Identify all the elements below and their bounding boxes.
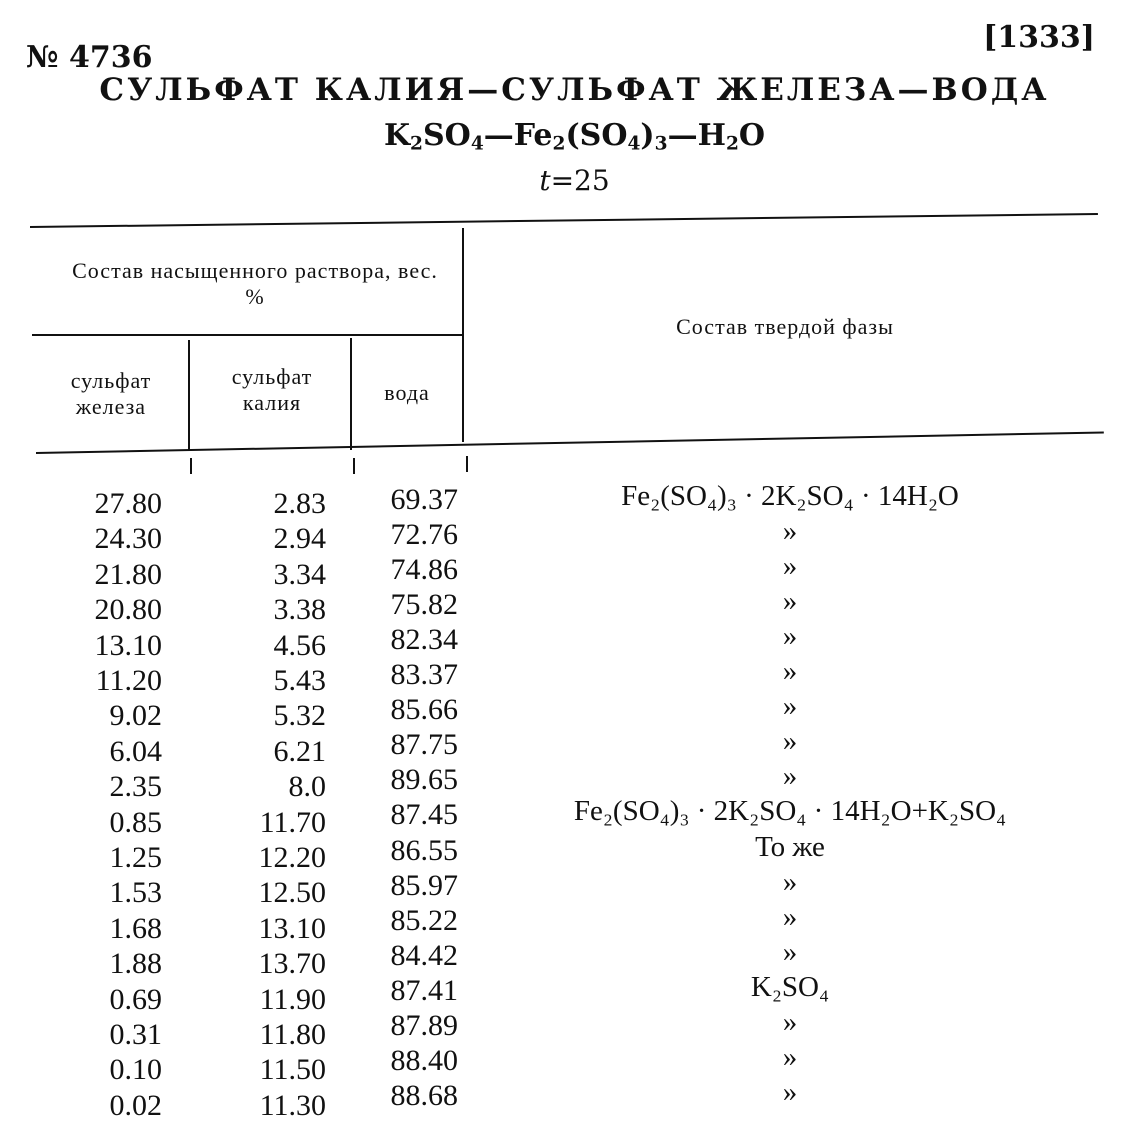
cell-potassium-sulfate: 12.20 [258,841,326,874]
formula-part: SO [423,118,471,153]
formula-subscript: 3 [654,133,668,155]
system-title: СУЛЬФАТ КАЛИЯ—СУЛЬФАТ ЖЕЛЕЗА—ВОДА [99,72,1050,108]
cell-iron-sulfate: 21.80 [94,557,162,591]
cell-water: 87.75 [390,728,458,762]
column-header-water: вода [384,380,430,405]
cell-potassium-sulfate: 11.80 [259,1018,326,1051]
cell-water: 75.82 [390,588,458,622]
cell-water: 89.65 [390,763,458,797]
cell-potassium-sulfate: 13.70 [258,947,326,981]
cell-potassium-sulfate: 2.83 [273,487,326,520]
formula-part: ) [640,118,655,153]
cell-water: 84.42 [390,938,458,972]
cell-iron-sulfate: 0.31 [109,1018,162,1051]
cell-solid-phase: » [782,760,798,793]
cell-iron-sulfate: 20.80 [94,593,162,627]
entry-number: № 4736 [26,40,153,75]
group-header-rule [32,334,462,336]
cell-solid-phase: » [782,1075,798,1108]
column-header-iron-sulfate: сульфат железа [70,368,152,419]
column-divider-iron [188,340,190,450]
cell-potassium-sulfate: 11.70 [259,805,326,839]
formula-part: —Fe [483,118,553,153]
phase-column-divider [462,228,464,442]
cell-water: 85.22 [390,903,458,937]
cell-potassium-sulfate: 2.94 [273,522,326,556]
formula-part: K [383,118,411,153]
cell-iron-sulfate: 11.20 [95,664,162,697]
cell-iron-sulfate: 1.88 [109,947,162,981]
temperature-symbol: t [539,164,551,197]
cell-solid-phase: » [782,655,798,688]
temperature-value: =25 [550,164,610,197]
temperature-label [0,164,1129,197]
cell-solid-phase: » [782,900,798,933]
cell-iron-sulfate: 6.04 [109,734,162,768]
column-tick [353,458,355,474]
cell-potassium-sulfate: 11.30 [259,1088,326,1122]
cell-iron-sulfate: 1.53 [109,876,162,910]
cell-potassium-sulfate: 5.32 [273,699,326,733]
cell-solid-phase: » [782,1040,798,1073]
cell-potassium-sulfate: 11.90 [259,982,326,1016]
cell-solid-phase: Fe₂(SO₄)₃ · 2K₂SO₄ · 14H₂O+K₂SO₄ [573,795,1007,828]
group-header: Состав насыщенного раствора, вес. % [72,258,438,309]
formula-subscript: 2 [410,133,423,155]
cell-solid-phase: » [782,585,798,618]
cell-water: 82.34 [390,623,458,657]
cell-iron-sulfate: 1.68 [109,911,162,945]
cell-iron-sulfate: 9.02 [109,699,162,733]
cell-water: 72.76 [390,518,458,552]
column-tick [190,458,192,474]
cell-iron-sulfate: 0.02 [109,1088,162,1122]
cell-iron-sulfate: 2.35 [109,770,162,804]
cell-solid-phase: » [782,620,798,653]
cell-solid-phase: » [782,935,798,968]
column-header-potassium-sulfate: сульфат калия [231,364,313,415]
cell-iron-sulfate: 0.69 [109,982,162,1016]
cell-water: 74.86 [390,553,458,587]
cell-water: 87.89 [390,1008,458,1042]
cell-potassium-sulfate: 4.56 [273,628,326,662]
cell-potassium-sulfate: 11.50 [259,1053,326,1087]
cell-water: 88.68 [390,1078,458,1112]
table-top-rule [30,213,1098,228]
formula-subscript: 2 [725,133,739,155]
cell-potassium-sulfate: 13.10 [258,911,326,945]
column-divider-potassium [350,338,352,450]
cell-water: 88.40 [390,1043,458,1077]
cell-iron-sulfate: 24.30 [94,522,162,556]
cell-water: 86.55 [390,833,458,867]
cell-potassium-sulfate: 6.21 [273,734,326,768]
cell-water: 87.41 [390,973,458,1007]
cell-solid-phase: » [782,550,798,583]
cell-solid-phase: » [782,515,798,548]
cell-water: 83.37 [390,658,458,692]
cell-solid-phase: То же [755,830,825,863]
cell-potassium-sulfate: 3.34 [273,557,326,591]
cell-water: 69.37 [390,483,458,516]
formula-subscript: 4 [470,133,484,155]
cell-potassium-sulfate: 12.50 [258,876,326,910]
formula-part: —H [667,118,726,153]
cell-solid-phase: K₂SO₄ [750,970,830,1003]
cell-solid-phase: » [782,690,798,723]
column-tick [466,456,468,472]
cell-potassium-sulfate: 8.0 [288,770,326,804]
formula-part: O [738,118,766,153]
cell-iron-sulfate: 0.85 [109,805,162,839]
cell-solid-phase: » [782,1005,798,1038]
formula-subscript: 4 [627,133,641,155]
page-reference: [1333] [983,20,1095,55]
cell-iron-sulfate: 13.10 [94,628,162,662]
column-header-solid-phase: Состав твердой фазы [676,314,894,339]
formula-subscript: 2 [552,133,566,155]
cell-iron-sulfate: 27.80 [94,487,162,520]
cell-water: 85.66 [390,693,458,727]
cell-potassium-sulfate: 5.43 [273,664,326,697]
cell-solid-phase: » [782,865,798,898]
cell-solid-phase: Fe₂(SO₄)₃ · 2K₂SO₄ · 14H₂O [621,480,959,512]
system-formula [0,118,1129,153]
cell-iron-sulfate: 1.25 [109,841,162,874]
cell-water: 87.45 [390,798,458,832]
cell-water: 85.97 [390,868,458,902]
formula-part: (SO [565,118,628,153]
header-bottom-rule [36,431,1104,454]
cell-potassium-sulfate: 3.38 [273,593,326,627]
cell-solid-phase: » [782,725,798,758]
cell-iron-sulfate: 0.10 [109,1053,162,1087]
